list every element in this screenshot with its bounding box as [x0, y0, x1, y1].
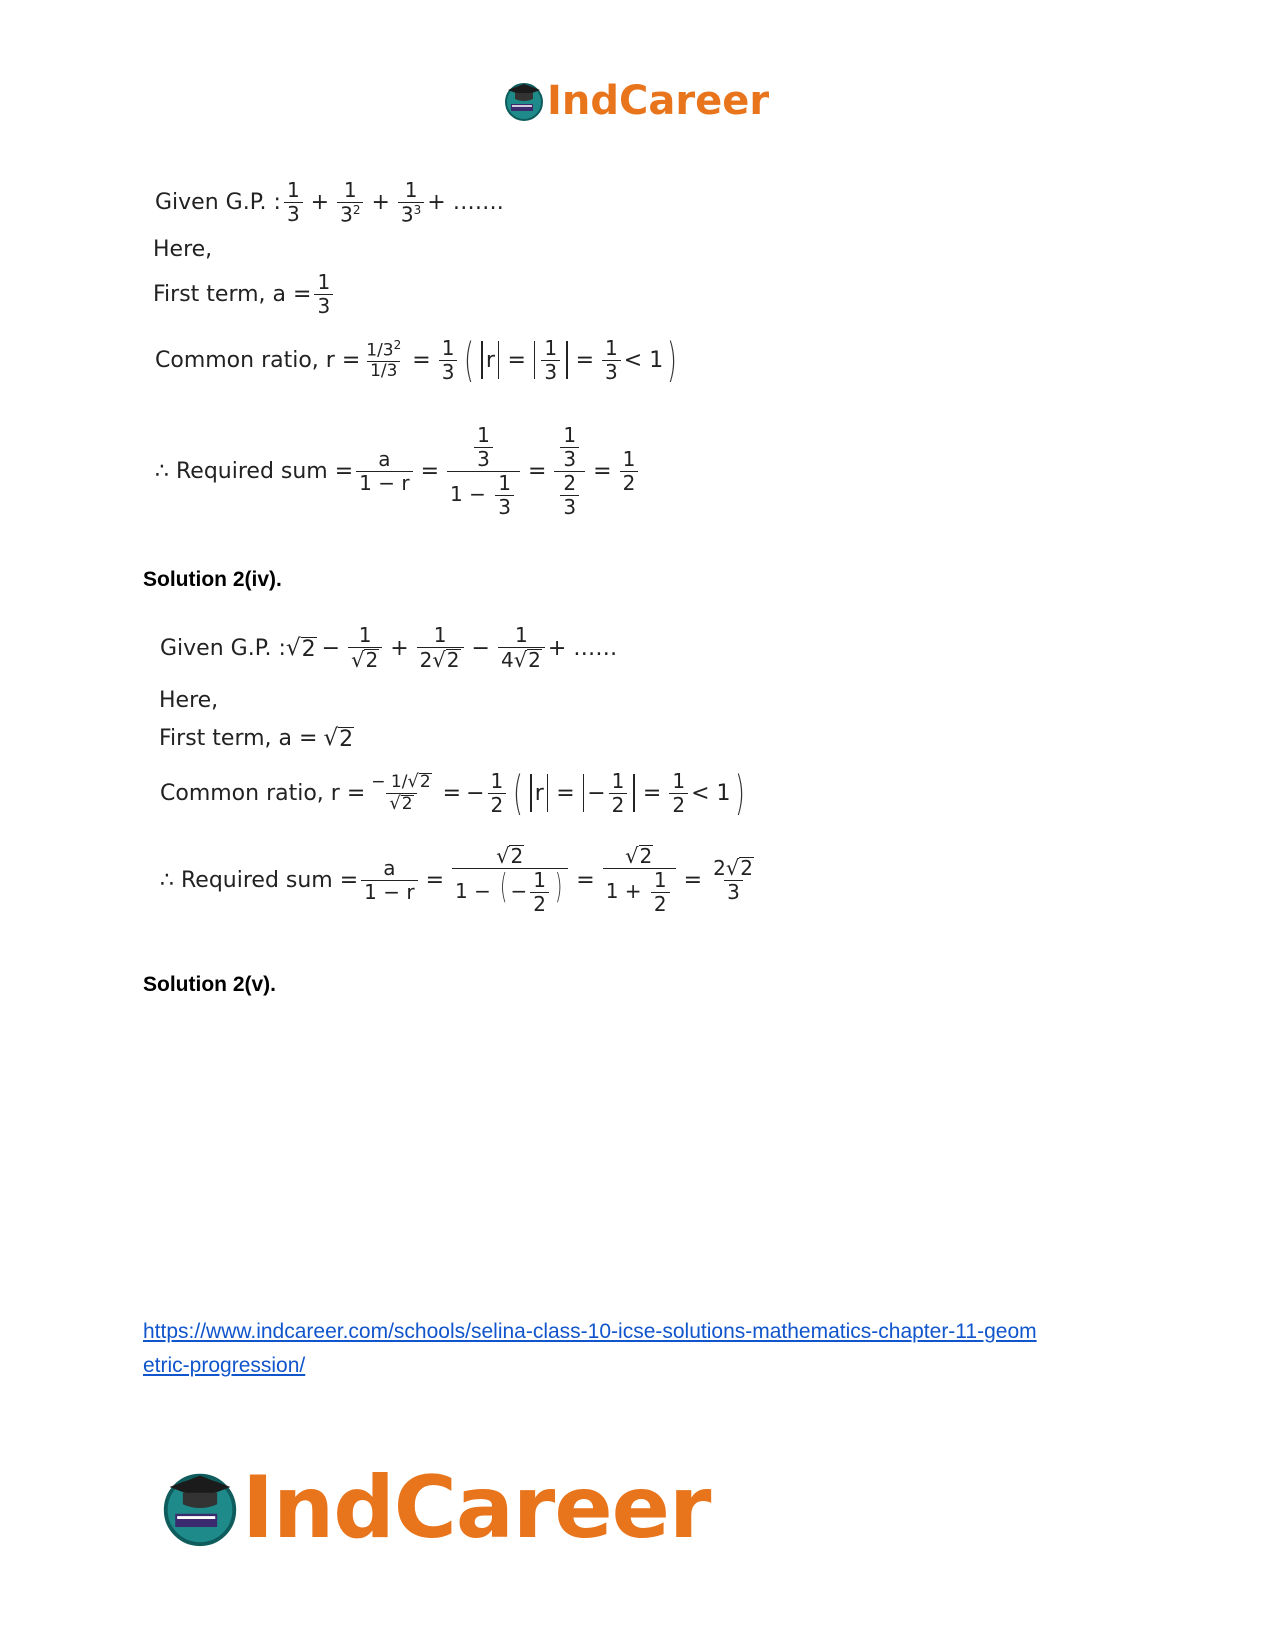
required-sum-line: ∴ Required sum = $\frac{a}{1 - r}$ = $\frac{1}{3}$ 1 − $\frac{1}{3}$ = $\frac{\frac{1}{3}}{\frac{2}{3}}$ = $\frac{1}{2}$ — [155, 425, 641, 518]
source-link-line-2[interactable]: etric-progression/ — [143, 1354, 306, 1377]
common-ratio-line: Common ratio, r = − 1/ √ 2 √ 2 = − $\frac{1}{2}$ ( r = − $\frac{1}{2}$ = $\frac{1}{2}$ < 1 ) — [160, 766, 745, 820]
globe-graduation-cap-icon — [503, 80, 545, 122]
first-term-line: First term, a = $\frac{1}{3}$ — [153, 272, 336, 317]
source-link-line-1[interactable]: https://www.indcareer.com/schools/selina-class-10-icse-solutions-mathematics-chapter-11-geom — [143, 1320, 1037, 1343]
first-term-line: First term, a = √ 2 — [159, 725, 354, 752]
given-gp-line: Given G.P. : √ 2 − 1 √ 2 + 1 2 √ 2 − 1 4 √ 2 + …… — [160, 623, 618, 673]
given-gp-line: Given G.P. : $\frac{1}{3}$ + $\frac{1}{3^2}$ + $\frac{1}{3^3}$ + ……. — [155, 178, 504, 227]
brand-name: IndCareer — [242, 1458, 711, 1558]
source-link[interactable] — [143, 1315, 1037, 1383]
required-sum-line: ∴ Required sum = $\frac{a}{1 - r}$ = √ 2 1 − ( − $\frac{1}{2}$ ) = √ 2 1 + $\frac{1}{2}$ = 2 √ 2 3 — [160, 844, 753, 917]
solution-heading-iv: Solution 2(iv). — [143, 568, 282, 591]
header-logo — [503, 80, 769, 122]
here-text: Here, — [153, 237, 213, 262]
footer-logo — [160, 1458, 711, 1558]
common-ratio-line: Common ratio, r = $\frac{1/3^2}{1/3}$ = $\frac{1}{3}$ ( r = $\frac{1}{3}$ = $\frac{1}{3}$ < 1 ) — [155, 333, 678, 387]
solution-heading-v: Solution 2(v). — [143, 973, 276, 996]
brand-name: IndCareer — [547, 78, 770, 124]
globe-graduation-cap-icon — [160, 1468, 240, 1548]
here-text: Here, — [159, 688, 219, 713]
